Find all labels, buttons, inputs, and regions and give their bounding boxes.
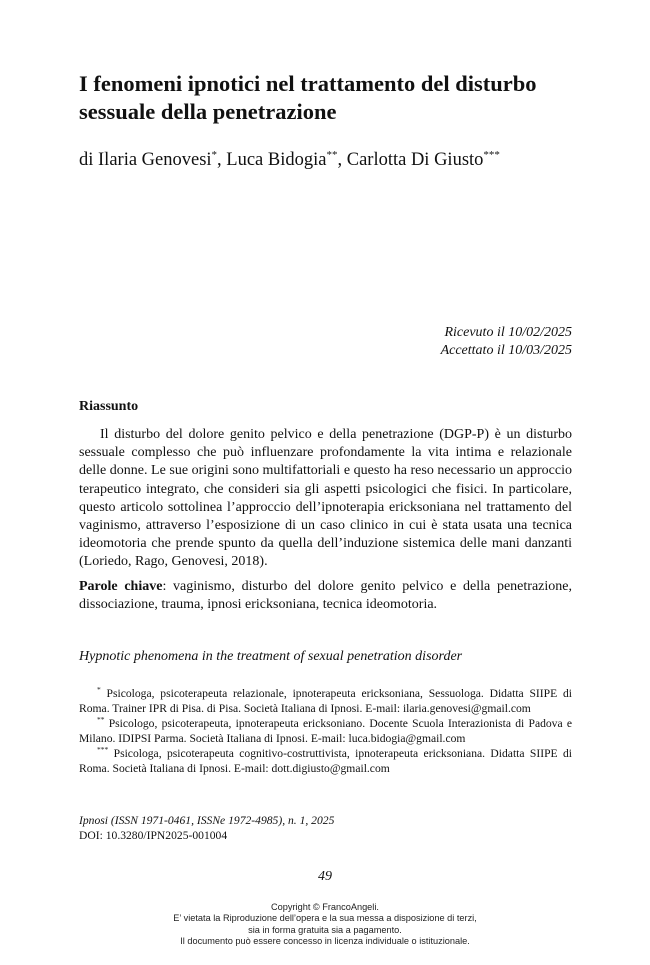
- footnote-text: Psicologa, psicoterapeuta cognitivo-costruttivista, ipnoterapeuta ericksoniana. Didatta SIIPE di Roma. Società Italiana di Ipnosi. E-mail: dott.digiusto@gmail.com: [79, 747, 572, 775]
- submission-dates: [272, 324, 572, 360]
- english-title: Hypnotic phenomena in the treatment of sexual penetration disorder: [79, 649, 463, 664]
- abstract-heading: Riassunto: [79, 399, 139, 414]
- copyright-line: sia in forma gratuita sia a pagamento.: [248, 924, 402, 935]
- author-2-footnote-mark: **: [326, 149, 338, 161]
- keywords-text: : vaginismo, disturbo del dolore genito pelvico e della penetrazione, dissociazione, trauma, ipnosi ericksoniana, tecnica ideomotoria.: [79, 579, 572, 613]
- copyright-line: E’ vietata la Riproduzione dell’opera e la sua messa a disposizione di terzi,: [173, 913, 477, 924]
- footnote-mark: *: [97, 685, 101, 694]
- author-3-footnote-mark: ***: [483, 149, 500, 161]
- footnotes: [79, 686, 572, 776]
- author-separator: ,: [217, 150, 227, 170]
- footnote-author-3: [79, 746, 572, 776]
- footnote-text: Psicologo, psicoterapeuta, ipnoterapeuta ericksoniano. Docente Scuola Interazionista di Padova e Milano. IDIPSI Parma. Società Italiana di Ipnosi. E-mail: luca.bidogia@gmail.com: [79, 717, 572, 745]
- journal-name: Ipnosi (ISSN 1971-0461, ISSNe 1972-4985), n. 1, 2025: [79, 814, 335, 827]
- keywords-label: Parole chiave: [79, 579, 163, 594]
- article-title: I fenomeni ipnotici nel trattamento del disturbo sessuale della penetrazione: [79, 71, 537, 124]
- accepted-date: Accettato il 10/03/2025: [440, 343, 572, 358]
- received-date: Ricevuto il 10/02/2025: [444, 325, 572, 340]
- journal-doi: DOI: 10.3280/IPN2025-001004: [79, 829, 228, 842]
- copyright-notice: [0, 902, 650, 948]
- footnote-mark: ***: [97, 745, 109, 754]
- author-2-name: Luca Bidogia: [226, 150, 327, 170]
- author-1-footnote-mark: *: [211, 149, 218, 161]
- abstract-text: Il disturbo del dolore genito pelvico e della penetrazione (DGP-P) è un disturbo sessuale complesso che può influenzare profondamente la vita intima e relazionale delle donne. Le sue origini sono multifattoriali e questo ha reso necessario un approccio terapeutico integrato, che consideri sia gli aspetti psicologici che fisici. In particolare, questo articolo sottolinea l’approccio dell’ipnoterapia ericksoniana nel trattamento del vaginismo, attraverso l’esposizione di un caso clinico in cui è stata usata una tecnica ideomotoria che prende spunto da quella dell’induzione sistemica delle mani danzanti (Loriedo, Rago, Genovesi, 2018).: [79, 427, 572, 570]
- footnote-mark: **: [97, 715, 105, 724]
- footnote-text: Psicologa, psicoterapeuta relazionale, ipnoterapeuta ericksoniana, Sessuologa. Didatta SIIPE di Roma. Trainer IPR di Pisa. di Pisa. Società Italiana di Ipnosi. E-mail: ilaria.genovesi@gmail.com: [79, 687, 572, 715]
- author-separator: ,: [337, 150, 347, 170]
- author-1-name: Ilaria Genovesi: [98, 150, 212, 170]
- author-line: [79, 148, 609, 172]
- copyright-line: Il documento può essere concesso in licenza individuale o istituzionale.: [180, 936, 470, 947]
- copyright-line: Copyright © FrancoAngeli.: [271, 902, 379, 912]
- author-3-name: Carlotta Di Giusto: [346, 150, 484, 170]
- page-number: 49: [318, 869, 332, 884]
- footnote-author-1: [79, 686, 572, 716]
- journal-citation: [79, 813, 572, 843]
- footnote-author-2: [79, 716, 572, 746]
- authors-prefix: di: [79, 150, 99, 170]
- keywords: [79, 578, 572, 614]
